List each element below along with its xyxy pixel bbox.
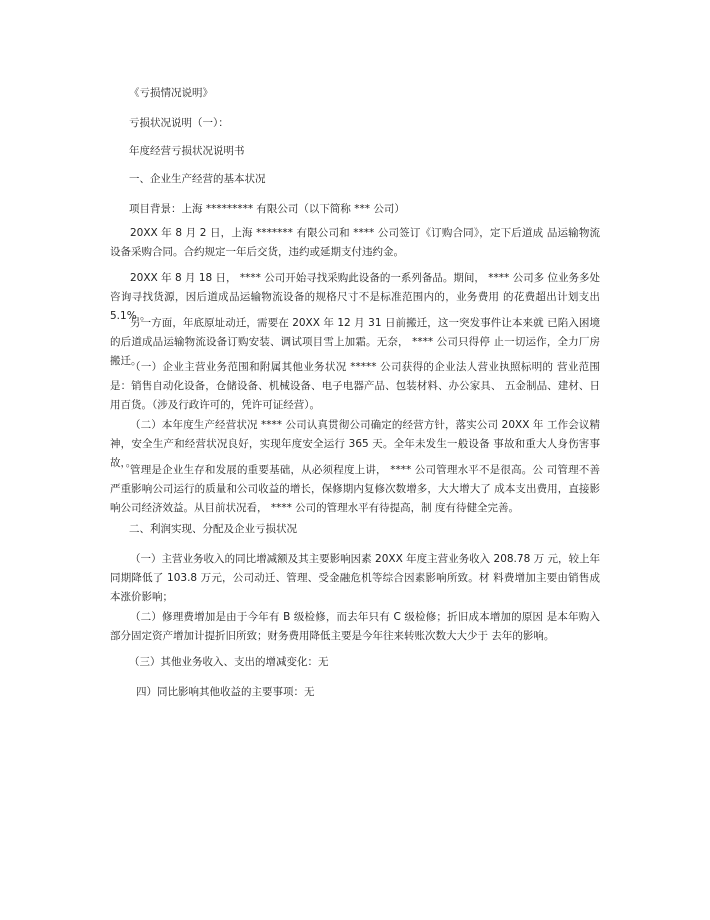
paragraph-factory-relocation: 另一方面，年底原址动迁，需要在 20XX 年 12 月 31 日前搬迁，这一突发事件让本来就 已陷入困境的后道成品运输物流设备订购安装、调试项目雪上加霜。无奈， **** 公司只得停 止一切运作，全力厂房搬迁。 xyxy=(110,317,600,367)
paragraph-main-revenue: （一）主营业务收入的同比增减额及其主要影响因素 20XX 年度主营业务收入 208.78 万 元，较上年同期降低了 103.8 万元，公司动迁、管理、受金融危机等综合因素影响所致。材 料费增加主要由销售成本涨价影响； xyxy=(110,553,600,603)
paragraph-management: 管理是企业生存和发展的重要基础，从必须程度上讲， **** 公司管理水平不是很高。公 司管理不善严重影响公司运行的质量和公司收益的增长，保修期内复修次数增多，大大增大了 成本支出费用，直接影响公司经济效益。从目前状况看， **** 公司的管理水平有待提高，制 度有待健全完善。 xyxy=(110,464,600,514)
section-basic-status: 一、企业生产经营的基本状况 xyxy=(129,173,266,185)
project-background: 项目背景：上海 ********* 有限公司（以下简称 *** 公司） xyxy=(129,203,405,215)
paragraph-contract-signing: 20XX 年 8 月 2 日，上海 ******* 有限公司和 **** 公司签订《订购合同》，定下后道成 品运输物流设备采购合同。合约规定一年后交货，违约或延期支付违约金。 xyxy=(110,227,600,258)
annual-loss-heading: 年度经营亏损状况说明书 xyxy=(129,145,245,157)
paragraph-business-scope: （一）企业主营业务范围和附属其他业务状况 ***** 公司获得的企业法人营业执照标明的 营业范围是：销售自动化设备，仓储设备、机械设备、电子电器产品、包装材料、办公家具、 五金制品、建材、日用百货。（涉及行政许可的，凭许可证经营）。 xyxy=(110,361,600,411)
paragraph-repair-costs: （二）修理费增加是由于今年有 B 级检修，而去年只有 C 级检修；折旧成本增加的原因 是本年购入部分固定资产增加计提折旧所致；财务费用降低主要是今年往来转账次数大大少于 去年的影响。 xyxy=(110,611,600,642)
section-profit-loss: 二、利润实现、分配及企业亏损状况 xyxy=(129,523,297,535)
item-yoy-other-income: 四）同比影响其他收益的主要事项：无 xyxy=(136,686,315,698)
document-title-line: 《亏损情况说明》 xyxy=(129,87,213,99)
paragraph-equipment-preparation: 20XX 年 8 月 18 日， **** 公司开始寻找采购此设备的一系列备品。期间， **** 公司多 位业务多处咨询寻找货源，因后道成品运输物流设备的规格尺寸不是标准范围内的，业务费用 的花费超出计划支出 5.1% 。 xyxy=(110,272,600,322)
item-other-income: （三）其他业务收入、支出的增减变化：无 xyxy=(129,656,329,668)
loss-explanation-heading: 亏损状况说明（一）： xyxy=(129,117,229,129)
paragraph-production-status: （二）本年度生产经营状况 **** 公司认真贯彻公司确定的经营方针，落实公司 20XX 年 工作会议精神，安全生产和经营状况良好，实现年度安全运行 365 天。全年未发生一般设备 事故和重大人身伤害事故，。 xyxy=(110,419,600,469)
